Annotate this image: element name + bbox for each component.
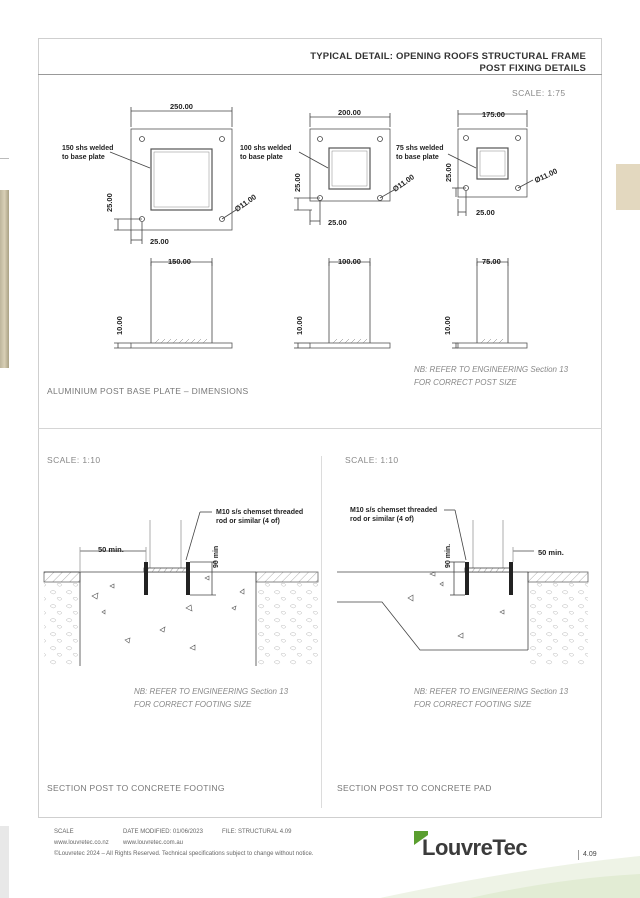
plate-2-hole-dim: Ø11.00 [390,172,416,194]
post-size-note-line1: NB: REFER TO ENGINEERING Section 13 [414,365,569,374]
pad-rod-label-line2: rod or similar (4 of) [350,516,414,523]
plate-2-label-line2: to base plate [240,154,283,161]
brand-name: LouvreTec [422,835,528,860]
footing-rod-label-line2: rod or similar (4 of) [216,518,280,525]
footing-rod-label-line1: M10 s/s chemset threaded [216,509,304,516]
title-line-2: POST FIXING DETAILS [479,63,586,74]
plate-1-thk: 10.00 [115,316,124,335]
footer-web-nz[interactable]: www.louvretec.co.nz [54,840,109,846]
page-divider [578,850,579,860]
pad-section [337,510,588,666]
footer-copyright: ©Louvretec 2024 – All Rights Reserved. Technical specifications subject to change without notice. [54,851,314,857]
post-size-note [414,363,568,389]
footing-section [44,512,318,666]
footer-scale-label: SCALE [54,829,74,835]
top-scale-label: SCALE: 1:75 [512,88,566,98]
pad-note-line1: NB: REFER TO ENGINEERING Section 13 [414,687,569,696]
base-plate-caption: ALUMINIUM POST BASE PLATE – DIMENSIONS [47,386,249,396]
plate-1-width-dim: 250.00 [170,102,193,111]
plate-3-edge-y: 25.00 [444,163,453,182]
plate-1-label-line1: 150 shs welded [62,145,114,152]
plate-1-elevation [114,258,232,348]
plate-2-label-line1: 100 shs welded [240,145,292,152]
plate-2-plan [294,113,394,225]
plate-1-label-line2: to base plate [62,154,105,161]
post-size-note-line2: FOR CORRECT POST SIZE [414,378,517,387]
plate-3-edge-x: 25.00 [476,208,495,217]
footing-edge-dim: 50 min. [98,545,124,554]
plate-3-width-dim: 175.00 [482,110,505,119]
plate-3-post-dim: 75.00 [482,257,501,266]
plate-3-plan [448,110,533,216]
plate-3-elevation [452,258,527,348]
page-number: 4.09 [583,851,597,858]
plate-3-label-line1: 75 shs welded [396,145,444,152]
plate-1-hole-dim: Ø11.00 [232,192,258,214]
plate-3-hole-dim: Ø11.00 [533,166,559,185]
plate-2-post-dim: 100.00 [338,257,361,266]
footing-caption: SECTION POST TO CONCRETE FOOTING [47,783,225,793]
pad-embed-dim: 90 min. [445,543,452,568]
footing-embed-dim: 90 min [213,545,220,568]
plate-1-edge-y: 25.00 [105,193,114,212]
pad-note [414,685,568,711]
plate-1-edge-x: 25.00 [150,237,169,246]
plate-2-elevation [294,258,390,348]
plate-2-edge-y: 25.00 [293,173,302,192]
plate-2-edge-x: 25.00 [328,218,347,227]
brand-logo [414,831,554,861]
footer-date-modified: DATE MODIFIED: 01/06/2023 [123,829,203,835]
plate-2-thk: 10.00 [295,316,304,335]
pad-rod-label-line1: M10 s/s chemset threaded [350,507,438,514]
footer-web-au[interactable]: www.louvretec.com.au [123,840,184,846]
footer-file: FILE: STRUCTURAL 4.09 [222,829,292,835]
pad-caption: SECTION POST TO CONCRETE PAD [337,783,492,793]
section-drawings [0,490,640,750]
plate-2-width-dim: 200.00 [338,108,361,117]
title-line-1: TYPICAL DETAIL: OPENING ROOFS STRUCTURAL FRAME [310,51,586,62]
footing-note [134,685,288,711]
footing-note-line2: FOR CORRECT FOOTING SIZE [134,700,252,709]
pad-note-line2: FOR CORRECT FOOTING SIZE [414,700,532,709]
pad-edge-dim: 50 min. [538,548,564,557]
plate-3-thk: 10.00 [443,316,452,335]
plate-1-post-dim: 150.00 [168,257,191,266]
plate-1-plan [110,107,236,244]
pad-scale-label: SCALE: 1:10 [345,455,399,465]
footing-scale-label: SCALE: 1:10 [47,455,101,465]
footing-note-line1: NB: REFER TO ENGINEERING Section 13 [134,687,289,696]
plate-3-label-line2: to base plate [396,154,439,161]
